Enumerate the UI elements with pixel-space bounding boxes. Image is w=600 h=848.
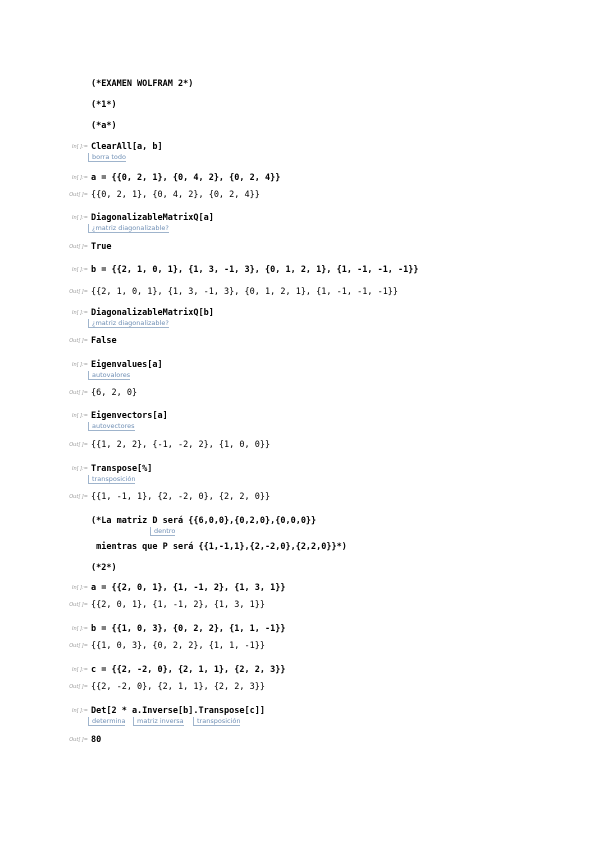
output-cell-diagq-b: False — [91, 336, 117, 346]
output-cell-c: {{2, -2, 0}, {2, 1, 1}, {2, 2, 3}} — [91, 682, 265, 692]
input-cell-det[interactable]: Det[2 * a.Inverse[b].Transpose[c]] — [91, 706, 265, 716]
input-cell-diagq-a[interactable]: DiagonalizableMatrixQ[a] — [91, 213, 214, 223]
comment-matrix-d: (*La matriz D será {{6,0,0},{0,2,0},{0,0,0}} — [91, 516, 317, 526]
output-label: Out[ ]= — [69, 338, 88, 344]
input-cell-eigenvalues[interactable]: Eigenvalues[a] — [91, 360, 163, 370]
output-label: Out[ ]= — [69, 289, 88, 295]
annotation-transpose-2: transposición — [193, 717, 240, 726]
output-cell-a1: {{0, 2, 1}, {0, 4, 2}, {0, 2, 4}} — [91, 190, 260, 200]
input-cell-c[interactable]: c = {{2, -2, 0}, {2, 1, 1}, {2, 2, 3}} — [91, 665, 286, 675]
output-label: Out[ ]= — [69, 737, 88, 743]
input-cell-transpose[interactable]: Transpose[%] — [91, 464, 153, 474]
input-label: In[ ]:= — [71, 175, 88, 181]
input-label: In[ ]:= — [71, 413, 88, 419]
input-label: In[ ]:= — [71, 667, 88, 673]
output-label: Out[ ]= — [69, 244, 88, 250]
annotation-eigenvalues: autovalores — [88, 371, 130, 380]
input-label: In[ ]:= — [71, 362, 88, 368]
input-label: In[ ]:= — [71, 708, 88, 714]
input-cell-b1[interactable]: b = {{2, 1, 0, 1}, {1, 3, -1, 3}, {0, 1, 2, 1}, {1, -1, -1, -1}} — [91, 265, 419, 275]
input-cell-a1[interactable]: a = {{0, 2, 1}, {0, 4, 2}, {0, 2, 4}} — [91, 173, 281, 183]
input-label: In[ ]:= — [71, 466, 88, 472]
input-cell-diagq-b[interactable]: DiagonalizableMatrixQ[b] — [91, 308, 214, 318]
annotation-inverse: matriz inversa — [133, 717, 184, 726]
output-label: Out[ ]= — [69, 602, 88, 608]
annotation-diagq-a: ¿matriz diagonalizable? — [88, 224, 169, 233]
annotation-eigenvectors: autovectores — [88, 422, 135, 431]
input-cell-eigenvectors[interactable]: Eigenvectors[a] — [91, 411, 168, 421]
annotation-transpose: transposición — [88, 475, 135, 484]
output-cell-a2: {{2, 0, 1}, {1, -1, 2}, {1, 3, 1}} — [91, 600, 265, 610]
output-cell-transpose: {{1, -1, 1}, {2, -2, 0}, {2, 2, 0}} — [91, 492, 271, 502]
annotation-dentro: dentro — [150, 527, 175, 536]
output-cell-eigenvalues: {6, 2, 0} — [91, 388, 138, 398]
output-label: Out[ ]= — [69, 684, 88, 690]
comment-matrix-p: mientras que P será {{1,-1,1},{2,-2,0},{2,2,0}}*) — [91, 542, 347, 552]
input-label: In[ ]:= — [71, 215, 88, 221]
output-cell-b1: {{2, 1, 0, 1}, {1, 3, -1, 3}, {0, 1, 2, 1}, {1, -1, -1, -1}} — [91, 287, 399, 297]
output-cell-eigenvectors: {{1, 2, 2}, {-1, -2, 2}, {1, 0, 0}} — [91, 440, 271, 450]
output-cell-det: 80 — [91, 735, 102, 745]
input-label: In[ ]:= — [71, 267, 88, 273]
input-label: In[ ]:= — [71, 144, 88, 150]
annotation-clearall: borra todo — [88, 153, 126, 162]
notebook-title-comment: (*EXAMEN WOLFRAM 2*) — [91, 79, 194, 89]
output-label: Out[ ]= — [69, 390, 88, 396]
input-cell-clearall[interactable]: ClearAll[a, b] — [91, 142, 163, 152]
section-comment-2: (*2*) — [91, 563, 117, 573]
input-label: In[ ]:= — [71, 310, 88, 316]
annotation-det: determina — [88, 717, 125, 726]
output-label: Out[ ]= — [69, 494, 88, 500]
output-cell-b2: {{1, 0, 3}, {0, 2, 2}, {1, 1, -1}} — [91, 641, 265, 651]
input-cell-a2[interactable]: a = {{2, 0, 1}, {1, -1, 2}, {1, 3, 1}} — [91, 583, 286, 593]
output-cell-diagq-a: True — [91, 242, 112, 252]
input-cell-b2[interactable]: b = {{1, 0, 3}, {0, 2, 2}, {1, 1, -1}} — [91, 624, 286, 634]
input-label: In[ ]:= — [71, 585, 88, 591]
section-comment-a: (*a*) — [91, 121, 117, 131]
input-label: In[ ]:= — [71, 626, 88, 632]
output-label: Out[ ]= — [69, 192, 88, 198]
annotation-diagq-b: ¿matriz diagonalizable? — [88, 319, 169, 328]
output-label: Out[ ]= — [69, 643, 88, 649]
section-comment-1: (*1*) — [91, 100, 117, 110]
output-label: Out[ ]= — [69, 442, 88, 448]
